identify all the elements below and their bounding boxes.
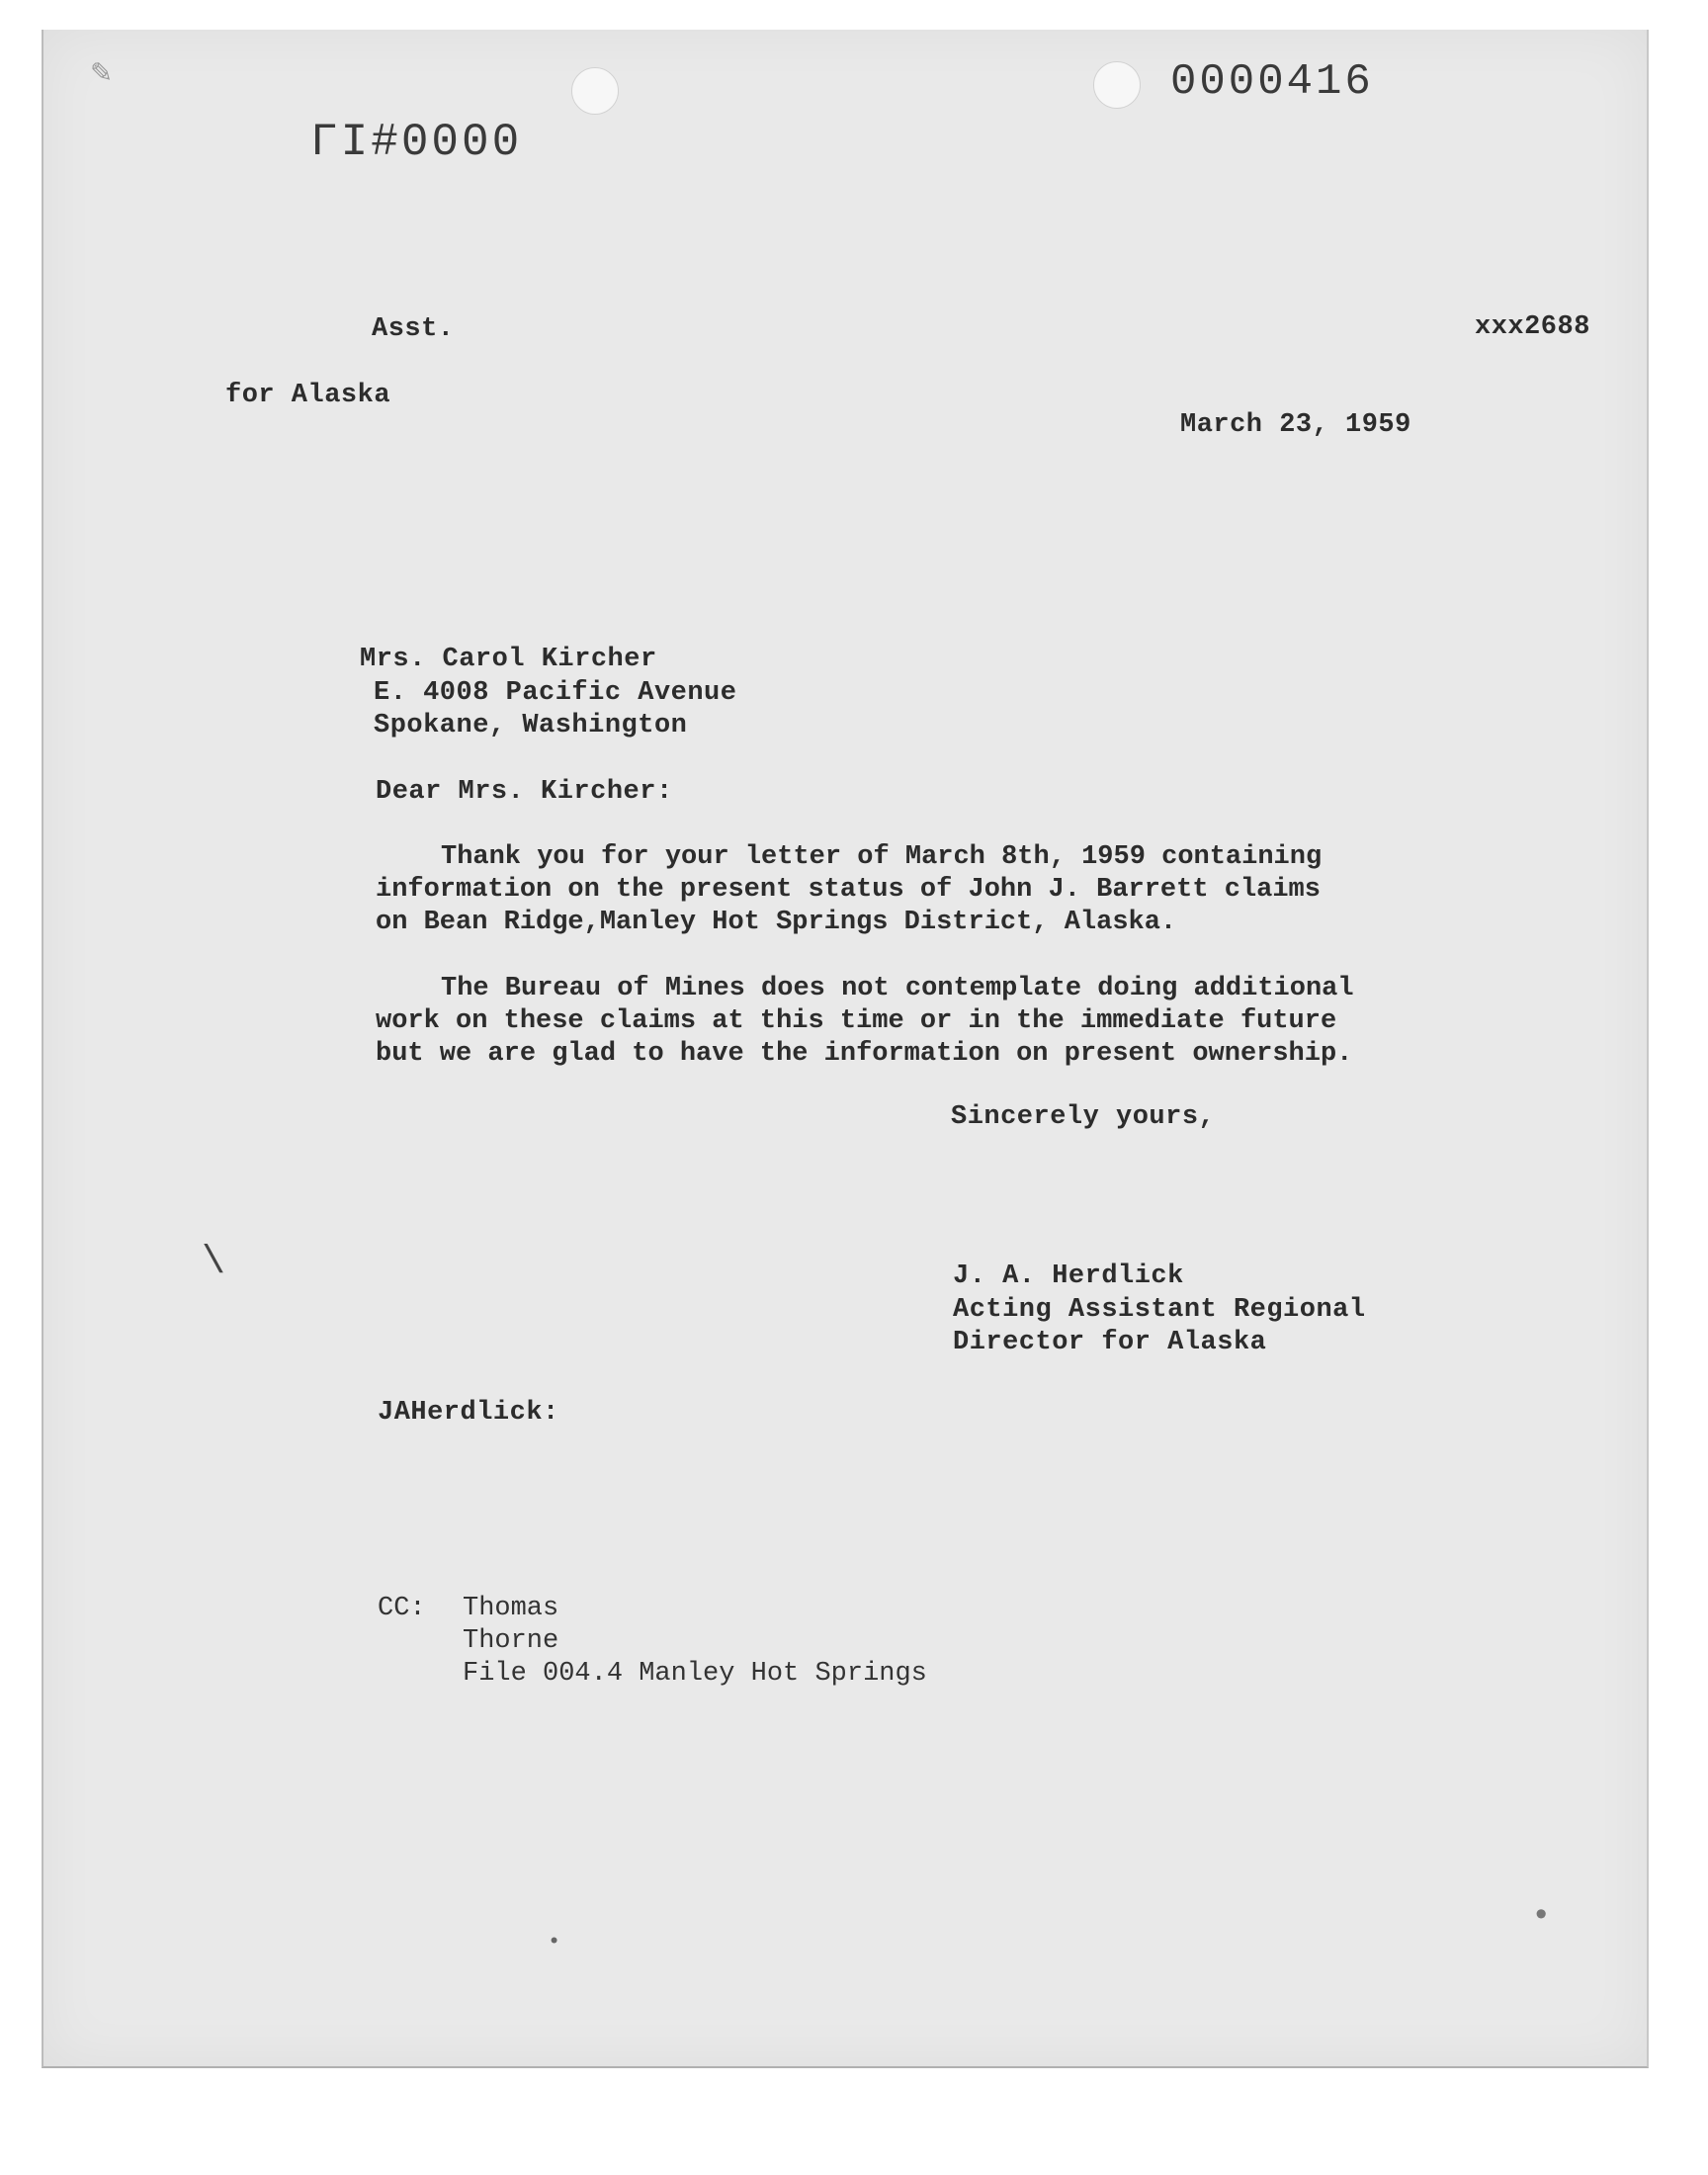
- cc-item: File 004.4 Manley Hot Springs: [463, 1659, 927, 1689]
- pen-tick-mark: \: [202, 1241, 226, 1285]
- office-line-1: Asst.: [372, 314, 455, 344]
- stamp-number: 0000416: [1170, 57, 1374, 107]
- office-line-2: for Alaska: [225, 381, 391, 410]
- file-reference: xxx2688: [1475, 312, 1590, 342]
- punch-hole-right: [1093, 61, 1141, 109]
- ink-dot-mark: •: [548, 1930, 561, 1955]
- cc-label: CC:: [378, 1594, 426, 1623]
- recipient-name: Mrs. Carol Kircher: [360, 645, 657, 674]
- salutation: Dear Mrs. Kircher:: [376, 777, 673, 807]
- paragraph-1-line: information on the present status of John J. Barrett claims: [376, 875, 1321, 905]
- ink-spot-mark: •: [1531, 1898, 1552, 1936]
- signer-title-2: Director for Alaska: [953, 1328, 1267, 1357]
- signer-title-1: Acting Assistant Regional: [953, 1295, 1366, 1325]
- letter-page: [42, 30, 1649, 2068]
- closing: Sincerely yours,: [951, 1102, 1216, 1132]
- cc-item: Thorne: [463, 1626, 559, 1656]
- cc-item: Thomas: [463, 1594, 559, 1623]
- recipient-street: E. 4008 Pacific Avenue: [374, 678, 737, 708]
- recipient-city: Spokane, Washington: [374, 711, 688, 740]
- paragraph-2-line: The Bureau of Mines does not contemplate doing additional: [441, 974, 1354, 1003]
- paragraph-2-line: but we are glad to have the information on present ownership.: [376, 1039, 1353, 1069]
- pencil-mark-icon: ✎: [91, 55, 112, 93]
- signer-name: J. A. Herdlick: [953, 1262, 1184, 1291]
- letter-date: March 23, 1959: [1180, 410, 1411, 440]
- paragraph-1-line: Thank you for your letter of March 8th, 1959 containing: [441, 842, 1323, 872]
- paragraph-2-line: work on these claims at this time or in the immediate future: [376, 1006, 1337, 1036]
- punch-hole-left: [571, 67, 619, 115]
- stamp-number-left: ГІ#0000: [310, 117, 523, 168]
- paragraph-1-line: on Bean Ridge,Manley Hot Springs District, Alaska.: [376, 908, 1177, 937]
- typist-initials: JAHerdlick:: [378, 1398, 559, 1428]
